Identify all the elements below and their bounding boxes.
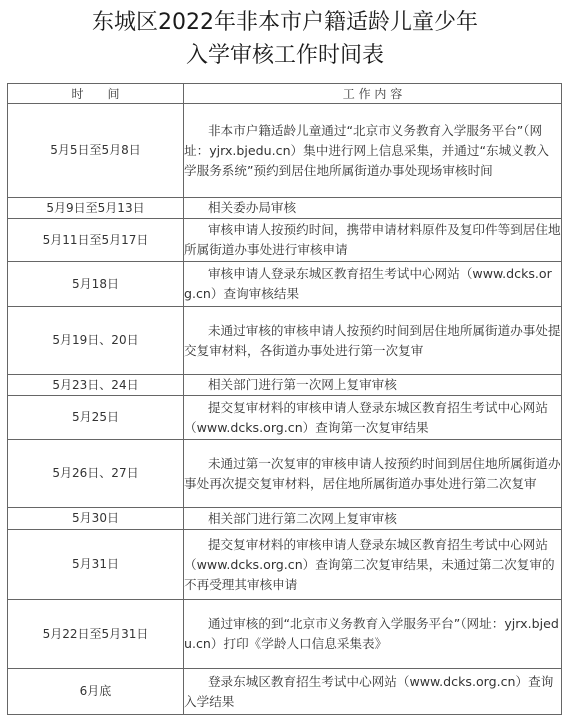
table-row (8, 530, 562, 600)
table-row (8, 440, 562, 508)
table-row (8, 600, 562, 669)
table-header-row (8, 84, 562, 104)
row-content: 相关委办局审核 (184, 198, 562, 219)
table-row (8, 262, 562, 307)
row-content: 提交复审材料的审核申请人登录东城区教育招生考试中心网站（www.dcks.org.cn）查询第二次复审结果，未通过第二次复审的不再受理其审核申请 (184, 530, 562, 600)
row-time: 5月23日、24日 (8, 375, 184, 396)
table-row (8, 219, 562, 262)
table-row (8, 307, 562, 375)
row-content: 提交复审材料的审核申请人登录东城区教育招生考试中心网站（www.dcks.org.cn）查询第一次复审结果 (184, 396, 562, 440)
row-time: 5月18日 (8, 262, 184, 307)
row-content: 审核申请人按预约时间，携带申请材料原件及复印件等到居住地所属街道办事处进行审核申请 (184, 219, 562, 262)
row-time: 5月22日至5月31日 (8, 600, 184, 669)
table-row (8, 104, 562, 198)
title-line-2: 入学审核工作时间表 (185, 43, 384, 68)
table-row (8, 508, 562, 530)
table-row (8, 375, 562, 396)
header-time: 时 间 (8, 84, 184, 104)
row-time: 5月31日 (8, 530, 184, 600)
row-time: 5月5日至5月8日 (8, 104, 184, 198)
row-time: 5月26日、27日 (8, 440, 184, 508)
table-row (8, 396, 562, 440)
row-time: 5月9日至5月13日 (8, 198, 184, 219)
row-time: 5月25日 (8, 396, 184, 440)
row-content: 审核申请人登录东城区教育招生考试中心网站（www.dcks.org.cn）查询审核结果 (184, 262, 562, 307)
row-time: 5月19日、20日 (8, 307, 184, 375)
row-content: 通过审核的到“北京市义务教育入学服务平台”（网址：yjrx.bjedu.cn）打印《学龄人口信息采集表》 (184, 600, 562, 669)
title-line-1: 东城区2022年非本市户籍适龄儿童少年 (92, 10, 478, 35)
row-content: 相关部门进行第二次网上复审审核 (184, 508, 562, 530)
row-content: 非本市户籍适龄儿童通过“北京市义务教育入学服务平台”（网址：yjrx.bjedu.cn）集中进行网上信息采集，并通过“东城义教入学服务系统”预约到居住地所属街道办事处现场审核时间 (184, 104, 562, 198)
row-time: 5月30日 (8, 508, 184, 530)
table-row (8, 669, 562, 715)
row-content: 相关部门进行第一次网上复审审核 (184, 375, 562, 396)
row-content: 登录东城区教育招生考试中心网站（www.dcks.org.cn）查询入学结果 (184, 669, 562, 715)
table-row (8, 198, 562, 219)
row-time: 6月底 (8, 669, 184, 715)
row-content: 未通过第一次复审的审核申请人按预约时间到居住地所属街道办事处再次提交复审材料，居住地所属街道办事处进行第二次复审 (184, 440, 562, 508)
row-time: 5月11日至5月17日 (8, 219, 184, 262)
page-title (0, 6, 570, 72)
schedule-table (7, 83, 562, 715)
row-content: 未通过审核的审核申请人按预约时间到居住地所属街道办事处提交复审材料，各街道办事处进行第一次复审 (184, 307, 562, 375)
header-content: 工 作 内 容 (184, 84, 562, 104)
